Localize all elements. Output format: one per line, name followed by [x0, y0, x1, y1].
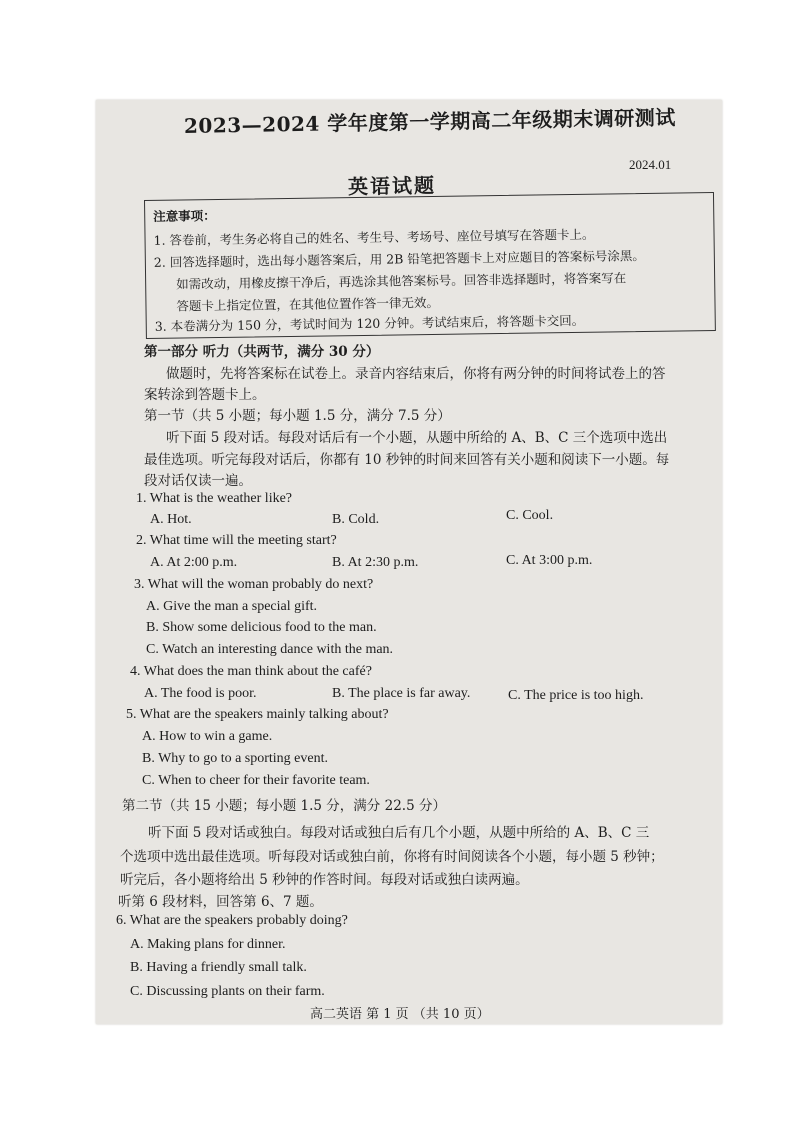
part1-intro: 案转涂到答题卡上。 — [144, 387, 266, 403]
option-a: A. Give the man a special gift. — [146, 599, 318, 614]
question-3: 3. What will the woman probably do next? — [134, 577, 374, 592]
section1-intro: 段对话仅读一遍。 — [144, 473, 252, 489]
section1-intro: 最佳选项。听完每段对话后，你都有 10 秒钟的时间来回答有关小题和阅读下一小题。每 — [144, 452, 670, 468]
section2-intro: 个选项中选出最佳选项。听每段对话或独白前，你将有时间阅读各个小题，每小题 5 秒钟； — [120, 849, 664, 865]
part1-heading: 第一部分 听力（共两节，满分 30 分） — [144, 344, 380, 360]
question-1: 1. What is the weather like? — [136, 491, 293, 506]
option-a: A. Hot. — [150, 512, 192, 527]
option-b: B. At 2:30 p.m. — [332, 555, 419, 570]
option-b: B. Having a friendly small talk. — [130, 960, 307, 975]
section2-heading: 第二节（共 15 小题；每小题 1.5 分，满分 22.5 分） — [122, 798, 446, 814]
exam-title: 2023—2024 学年度第一学期高二年级期末调研测试 — [183, 105, 676, 138]
question-4: 4. What does the man think about the café? — [130, 664, 372, 679]
option-c: C. When to cheer for their favorite team. — [142, 773, 370, 788]
option-a: A. The food is poor. — [144, 686, 257, 701]
notice-line: 2. 回答选择题时，选出每小题答案后，用 2B 铅笔把答题卡上对应题目的答案标号涂黑。 — [153, 248, 645, 270]
option-b: B. Why to go to a sporting event. — [142, 751, 328, 766]
page-footer: 高二英语 第 1 页 （共 10 页） — [310, 1007, 490, 1022]
section1-intro: 听下面 5 段对话。每段对话后有一个小题，从题中所给的 A、B、C 三个选项中选出 — [166, 430, 668, 446]
option-c: C. The price is too high. — [508, 688, 644, 703]
question-2: 2. What time will the meeting start? — [136, 533, 337, 548]
notice-heading: 注意事项： — [153, 208, 216, 224]
option-a: A. Making plans for dinner. — [130, 937, 286, 952]
option-c: C. At 3:00 p.m. — [506, 553, 593, 568]
notice-line: 1. 答卷前，考生务必将自己的姓名、考生号、考场号、座位号填写在答题卡上。 — [153, 226, 595, 248]
option-b: B. Cold. — [332, 512, 380, 527]
section2-intro: 听第 6 段材料，回答第 6、7 题。 — [118, 894, 323, 910]
exam-subject: 英语试题 — [347, 173, 437, 199]
section1-heading: 第一节（共 5 小题；每小题 1.5 分，满分 7.5 分） — [144, 408, 451, 424]
notice-line: 答题卡上指定位置，在其他位置作答一律无效。 — [176, 294, 440, 314]
notice-line: 3. 本卷满分为 150 分，考试时间为 120 分钟。考试结束后，将答题卡交回。 — [154, 312, 585, 334]
exam-date: 2024.01 — [629, 157, 672, 172]
option-a: A. How to win a game. — [142, 729, 273, 744]
option-b: B. The place is far away. — [332, 686, 471, 701]
part1-intro: 做题时，先将答案标在试卷上。录音内容结束后，你将有两分钟的时间将试卷上的答 — [166, 366, 666, 382]
option-a: A. At 2:00 p.m. — [150, 555, 238, 570]
option-b: B. Show some delicious food to the man. — [146, 620, 377, 635]
option-c: C. Watch an interesting dance with the man. — [146, 642, 394, 657]
option-c: C. Cool. — [506, 508, 554, 523]
question-5: 5. What are the speakers mainly talking about? — [126, 707, 389, 722]
notice-line: 如需改动，用橡皮擦干净后，再选涂其他答案标号。回答非选择题时，将答案写在 — [176, 270, 627, 292]
question-6: 6. What are the speakers probably doing? — [116, 913, 348, 928]
section2-intro: 听完后，各小题将给出 5 秒钟的作答时间。每段对话或独白读两遍。 — [120, 872, 529, 888]
section2-intro: 听下面 5 段对话或独白。每段对话或独白后有几个小题，从题中所给的 A、B、C 三 — [148, 825, 650, 841]
exam-page-photo — [96, 100, 722, 1024]
notice-box — [144, 192, 716, 339]
option-c: C. Discussing plants on their farm. — [130, 984, 325, 999]
